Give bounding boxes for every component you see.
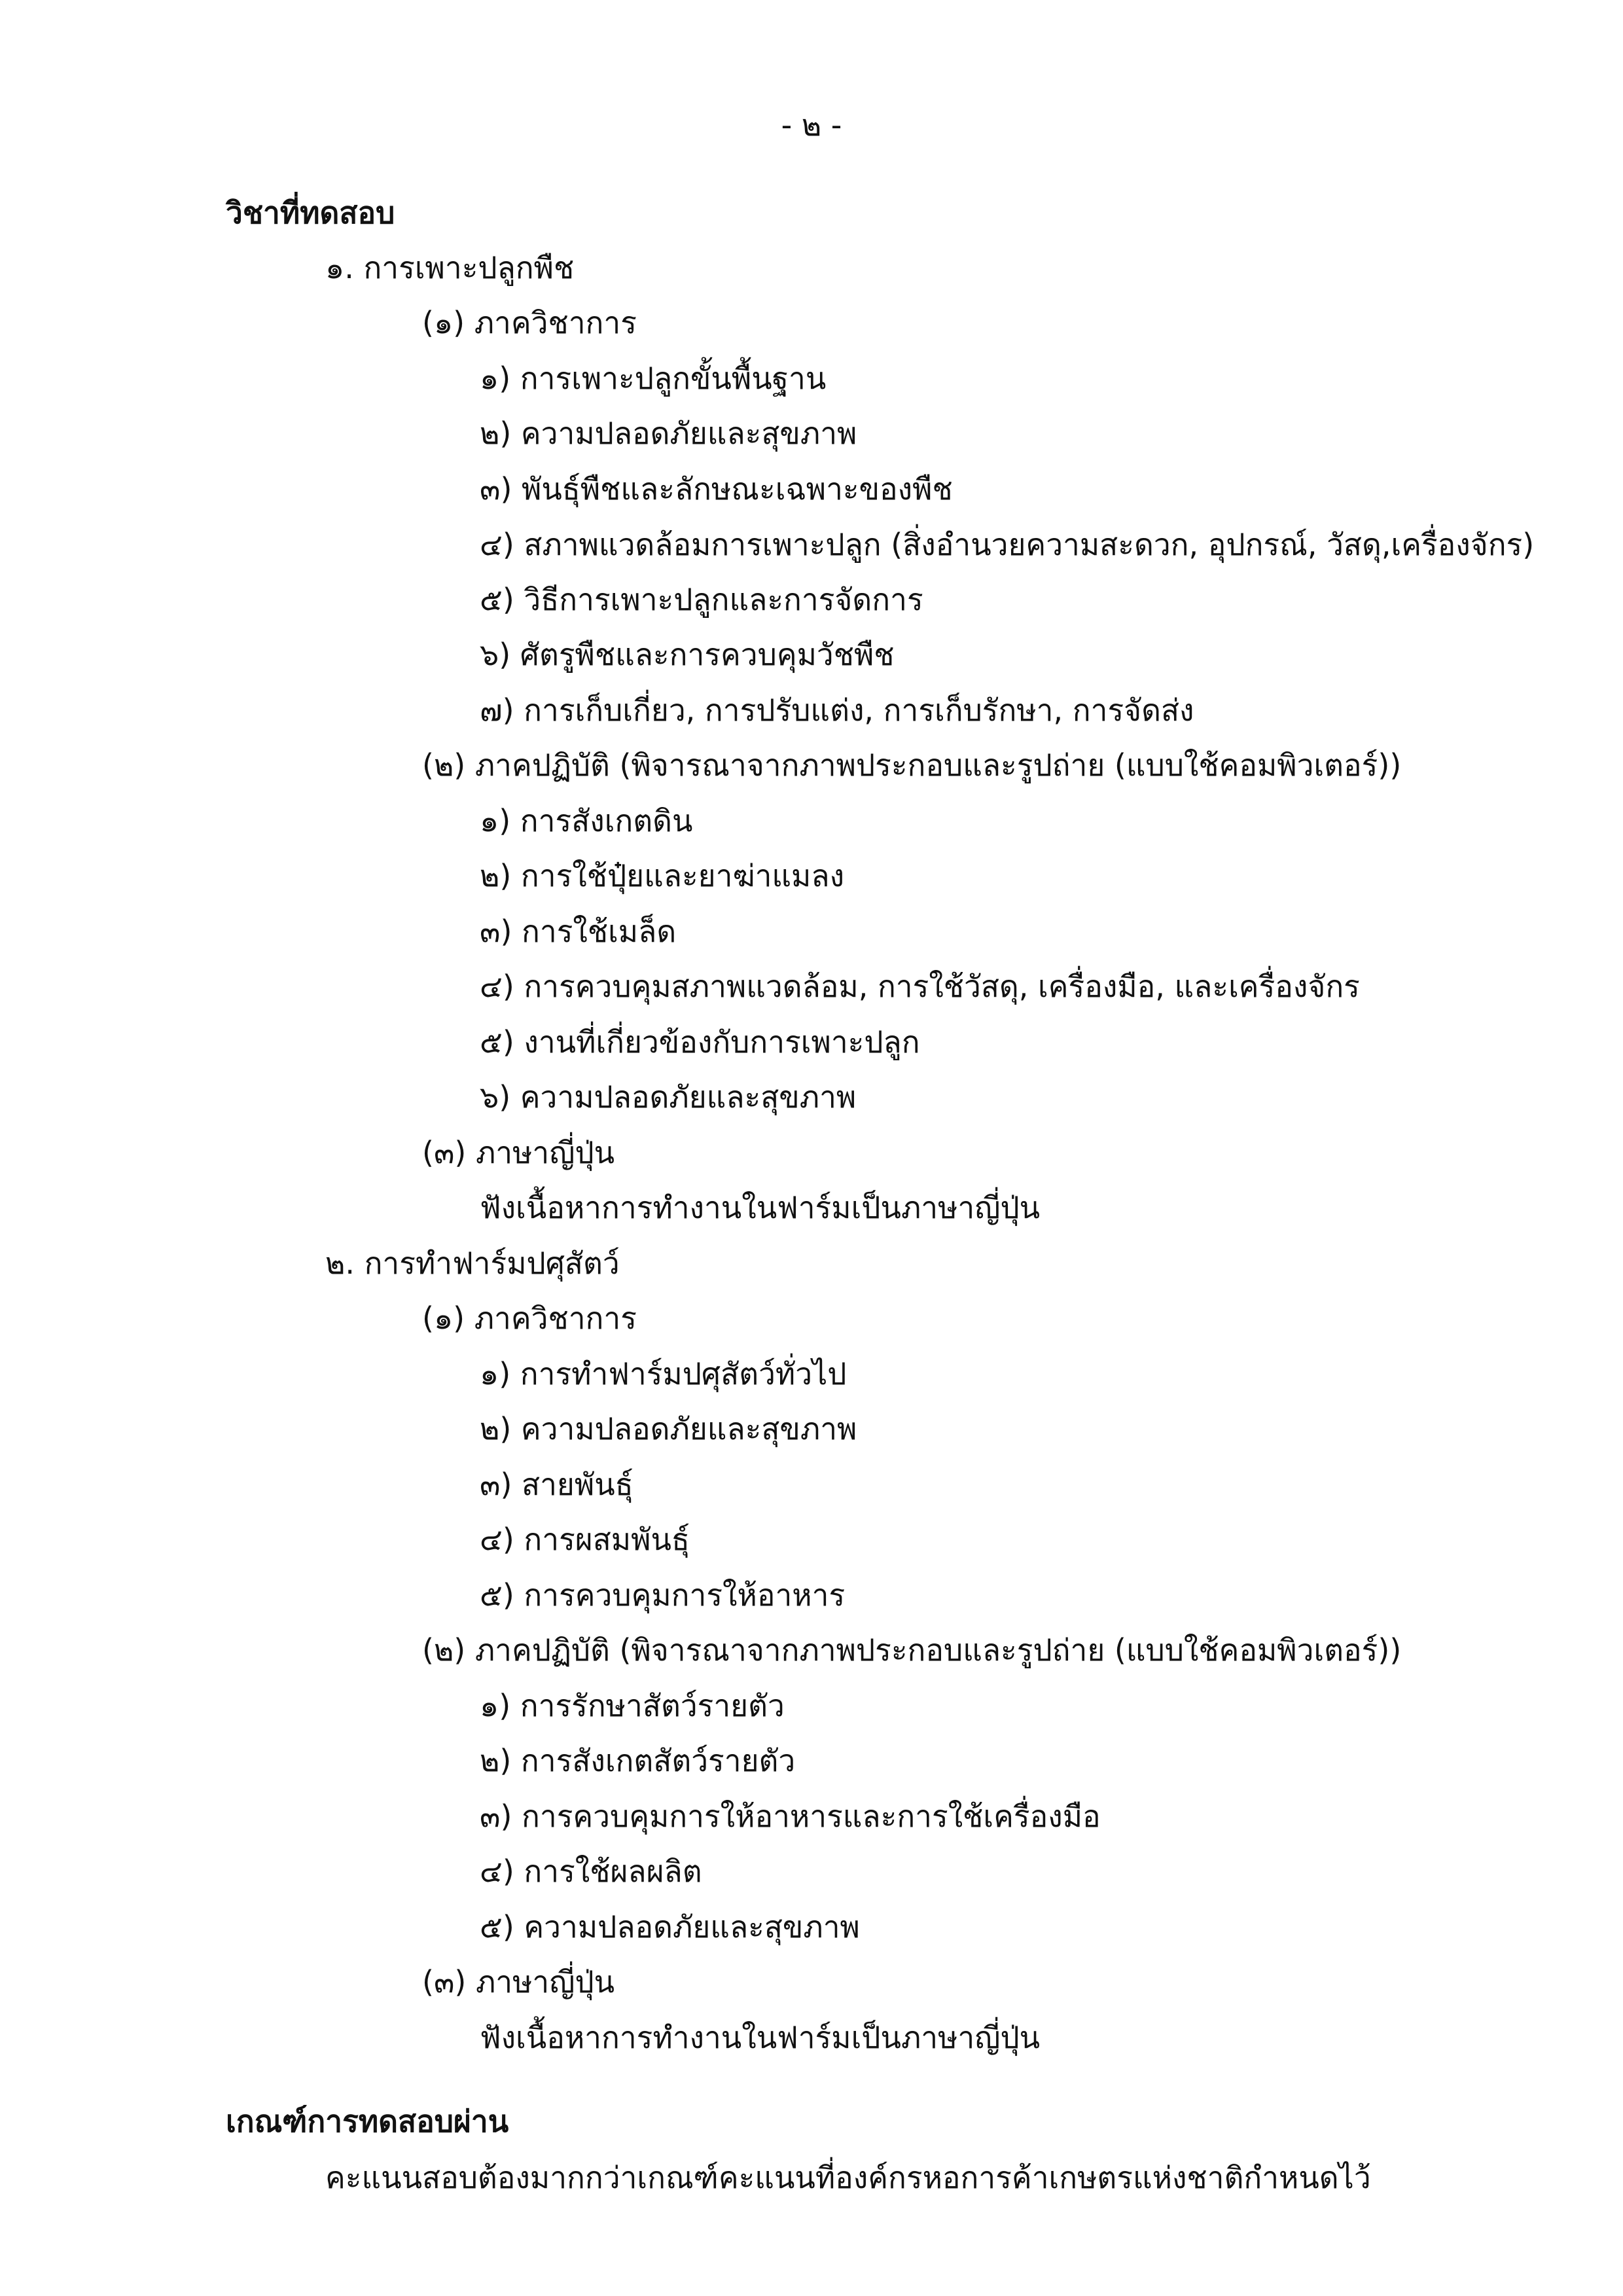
section2-practice-item: ๕) ความปลอดภัยและสุขภาพ bbox=[480, 1909, 860, 1945]
section2-theory-title: (๑) ภาควิชาการ bbox=[422, 1300, 637, 1336]
section2-theory-item: ๒) ความปลอดภัยและสุขภาพ bbox=[480, 1411, 857, 1446]
page-number: - ๒ - bbox=[781, 107, 842, 143]
section2-theory-item: ๓) สายพันธุ์ bbox=[480, 1467, 633, 1502]
section2-practice-title: (๒) ภาคปฏิบัติ (พิจารณาจากภาพประกอบและรูปถ่าย (แบบใช้คอมพิวเตอร์)) bbox=[422, 1632, 1402, 1668]
section1-theory-item: ๒) ความปลอดภัยและสุขภาพ bbox=[480, 416, 857, 451]
section2-language-title: (๓) ภาษาญี่ปุ่น bbox=[422, 1964, 615, 2000]
section2-practice-item: ๔) การใช้ผลผลิต bbox=[480, 1854, 702, 1889]
section1-theory-item: ๗) การเก็บเกี่ยว, การปรับแต่ง, การเก็บรักษา, การจัดส่ง bbox=[480, 692, 1194, 728]
section1-practice-item: ๒) การใช้ปุ๋ยและยาฆ่าแมลง bbox=[480, 858, 845, 893]
section2-theory-item: ๑) การทำฟาร์มปศุสัตว์ทั่วไป bbox=[480, 1356, 847, 1391]
section1-theory-title: (๑) ภาควิชาการ bbox=[422, 305, 637, 340]
subjects-heading: วิชาที่ทดสอบ bbox=[226, 195, 395, 230]
section2-language-text: ฟังเนื้อหาการทำงานในฟาร์มเป็นภาษาญี่ปุ่น bbox=[480, 2020, 1041, 2055]
section1-theory-item: ๕) วิธีการเพาะปลูกและการจัดการ bbox=[480, 582, 923, 617]
section2-theory-item: ๔) การผสมพันธุ์ bbox=[480, 1522, 690, 1557]
section1-practice-item: ๔) การควบคุมสภาพแวดล้อม, การใช้วัสดุ, เครื่องมือ, และเครื่องจักร bbox=[480, 969, 1360, 1004]
section1-title: ๑. การเพาะปลูกพืช bbox=[325, 250, 575, 285]
section2-title: ๒. การทำฟาร์มปศุสัตว์ bbox=[325, 1246, 620, 1281]
section1-practice-item: ๕) งานที่เกี่ยวข้องกับการเพาะปลูก bbox=[480, 1024, 920, 1060]
section1-theory-item: ๓) พันธุ์พืชและลักษณะเฉพาะของพืช bbox=[480, 471, 953, 507]
section2-practice-item: ๒) การสังเกตสัตว์รายตัว bbox=[480, 1743, 796, 1778]
section2-theory-item: ๕) การควบคุมการให้อาหาร bbox=[480, 1577, 846, 1613]
section1-theory-item: ๑) การเพาะปลูกขั้นพื้นฐาน bbox=[480, 361, 827, 396]
section2-practice-item: ๑) การรักษาสัตว์รายตัว bbox=[480, 1688, 785, 1723]
section1-theory-item: ๔) สภาพแวดล้อมการเพาะปลูก (สิ่งอำนวยความสะดวก, อุปกรณ์, วัสดุ,เครื่องจักร) bbox=[480, 527, 1535, 562]
section1-language-text: ฟังเนื้อหาการทำงานในฟาร์มเป็นภาษาญี่ปุ่น bbox=[480, 1190, 1041, 1225]
section1-language-title: (๓) ภาษาญี่ปุ่น bbox=[422, 1135, 615, 1170]
section1-practice-title: (๒) ภาคปฏิบัติ (พิจารณาจากภาพประกอบและรูปถ่าย (แบบใช้คอมพิวเตอร์)) bbox=[422, 747, 1402, 783]
section1-practice-item: ๖) ความปลอดภัยและสุขภาพ bbox=[480, 1079, 857, 1115]
section1-practice-item: ๓) การใช้เมล็ด bbox=[480, 914, 677, 949]
section1-theory-item: ๖) ศัตรูพืชและการควบคุมวัชพืช bbox=[480, 637, 895, 672]
section1-practice-item: ๑) การสังเกตดิน bbox=[480, 803, 693, 838]
criteria-heading: เกณฑ์การทดสอบผ่าน bbox=[226, 2104, 509, 2139]
criteria-text: คะแนนสอบต้องมากกว่าเกณฑ์คะแนนที่องค์กรหอการค้าเกษตรแห่งชาติกำหนดไว้ bbox=[325, 2160, 1371, 2195]
section2-practice-item: ๓) การควบคุมการให้อาหารและการใช้เครื่องมือ bbox=[480, 1799, 1101, 1834]
